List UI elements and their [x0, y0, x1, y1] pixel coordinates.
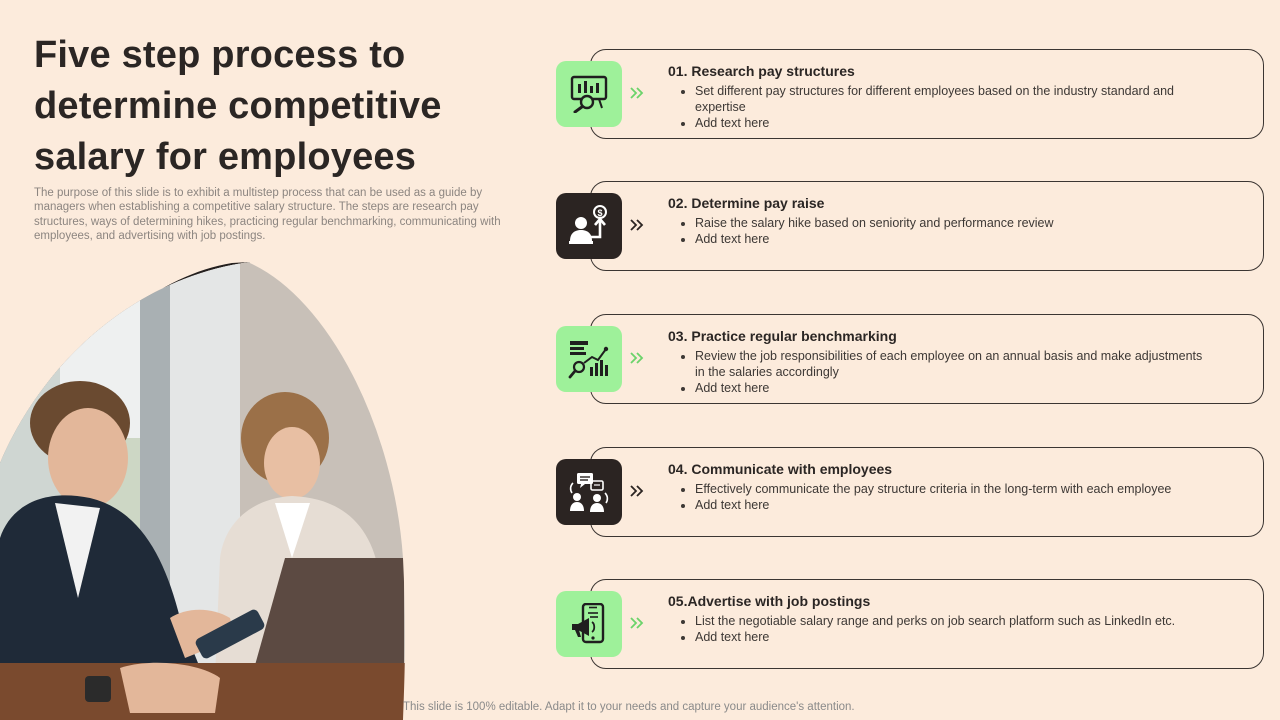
chevron-right-icon — [630, 352, 644, 364]
step-2-bullet-1: • Raise the salary hike based on seniority and performance review — [695, 215, 1215, 231]
step-5-bullets — [678, 613, 1215, 645]
communication-icon — [556, 459, 622, 525]
chevron-right-icon — [630, 617, 644, 629]
step-2-bullets — [678, 215, 1215, 247]
step-3-bullet-2: • Add text here — [695, 380, 1215, 396]
slide-title: Five step process to determine competitive salary for employees — [34, 34, 442, 178]
step-1-bullet-2: • Add text here — [695, 115, 1215, 131]
step-3-bullets — [678, 348, 1215, 396]
mobile-megaphone-icon — [556, 591, 622, 657]
step-2-card — [556, 181, 1264, 271]
step-4-bullet-1: • Effectively communicate the pay structure criteria in the long-term with each employee — [695, 481, 1215, 497]
chevron-right-icon — [630, 485, 644, 497]
step-4-bullets — [678, 481, 1215, 513]
step-1-bullets — [678, 83, 1215, 131]
step-1-heading: 01. Research pay structures — [668, 63, 855, 79]
slide-footer: This slide is 100% editable. Adapt it to your needs and capture your audience's attention. — [403, 701, 855, 713]
chevron-right-icon — [630, 219, 644, 231]
step-3-heading: 03. Practice regular benchmarking — [668, 328, 897, 344]
step-1-card — [556, 49, 1264, 139]
step-4-card — [556, 447, 1264, 537]
step-1-bullet-1: • Set different pay structures for different employees based on the industry standard and expertise — [695, 83, 1215, 115]
step-5-bullet-1: • List the negotiable salary range and perks on job search platform such as LinkedIn etc. — [695, 613, 1215, 629]
step-5-card — [556, 579, 1264, 669]
benchmark-chart-icon — [556, 326, 622, 392]
step-5-heading: 05.Advertise with job postings — [668, 593, 871, 609]
step-2-bullet-2: • Add text here — [695, 231, 1215, 247]
step-4-heading: 04. Communicate with employees — [668, 461, 893, 477]
step-4-bullet-2: • Add text here — [695, 497, 1215, 513]
salary-raise-icon — [556, 193, 622, 259]
chevron-right-icon — [630, 87, 644, 99]
office-photo — [0, 258, 410, 720]
svg-text:$: $ — [597, 208, 603, 218]
step-3-card — [556, 314, 1264, 404]
step-2-heading: 02. Determine pay raise — [668, 195, 825, 211]
presentation-search-icon — [556, 61, 622, 127]
slide-description: The purpose of this slide is to exhibit a multistep process that can be used as a guide by managers when establishing a competitive salary structure. The steps are research pay structures, ways of determining hikes, practicing regular benchmarking, communicating with employees, and advertising with job postings. — [34, 187, 501, 243]
step-3-bullet-1: • Review the job responsibilities of each employee on an annual basis and make adjustments in the salaries accordingly — [695, 348, 1215, 380]
step-5-bullet-2: • Add text here — [695, 629, 1215, 645]
